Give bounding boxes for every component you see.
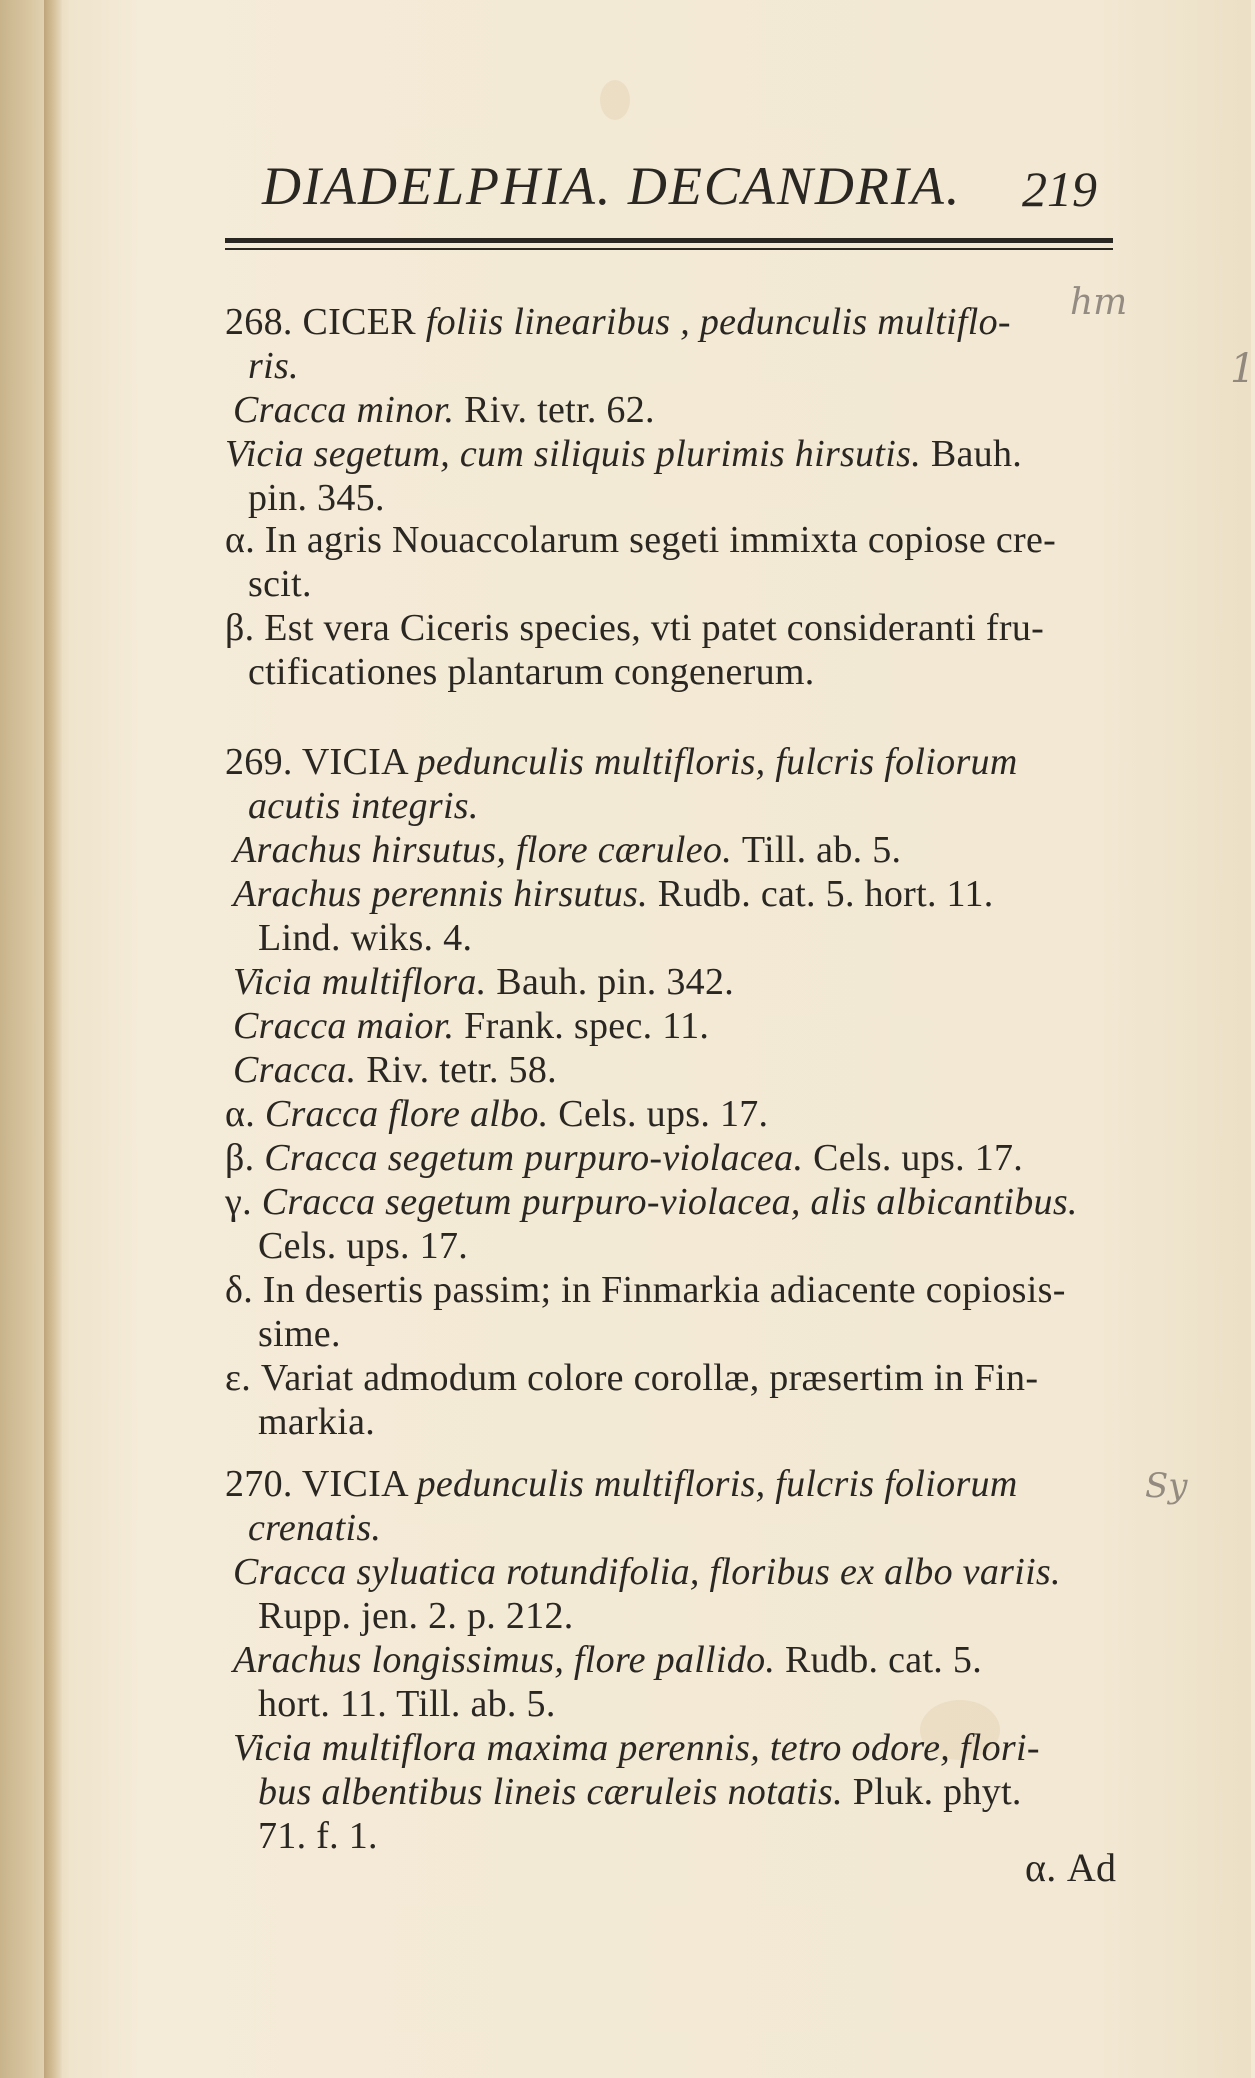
italic-text: Vicia multiflora maxima perennis, tetro odore, flori-: [233, 1727, 1040, 1769]
entry-270-line: [258, 1770, 1022, 1814]
roman-text: Lind. wiks. 4.: [258, 917, 473, 959]
page-number: 219: [1022, 161, 1097, 217]
entry-269-line: [233, 1004, 709, 1048]
entry-269-line: [225, 1180, 1078, 1224]
entry-269-line: [233, 828, 901, 872]
italic-text: Cracca.: [233, 1049, 367, 1091]
italic-text: crenatis.: [248, 1507, 382, 1549]
roman-text: γ.: [225, 1181, 262, 1223]
paper-stain: [600, 80, 630, 120]
entry-268-line: [225, 300, 1011, 344]
roman-text: δ. In desertis passim; in Finmarkia adiacente copiosis-: [225, 1269, 1066, 1311]
entry-270-line: [225, 1462, 1018, 1506]
entry-269-line: [258, 916, 472, 960]
entry-268-line: [225, 606, 1044, 650]
entry-270-line: [233, 1638, 982, 1682]
entry-270-line: [248, 1506, 381, 1550]
roman-text: 71. f. 1.: [258, 1815, 378, 1857]
entry-268-line: [248, 344, 299, 388]
margin-note: hm: [1070, 282, 1128, 323]
roman-text: Rupp. jen. 2. p. 212.: [258, 1595, 574, 1637]
margin-note: Sy: [1145, 1466, 1188, 1506]
italic-text: Cracca segetum purpuro-violacea, alis albicantibus.: [261, 1181, 1078, 1223]
entry-269-line: [225, 1092, 768, 1136]
entry-269-line: [225, 740, 1018, 784]
roman-text: markia.: [258, 1401, 376, 1443]
roman-text: Cels. ups. 17.: [258, 1225, 469, 1267]
italic-text: acutis integris.: [248, 785, 479, 827]
italic-text: ris.: [248, 345, 299, 387]
italic-text: Cracca segetum purpuro-violacea.: [264, 1137, 814, 1179]
entry-269-line: [225, 1136, 1023, 1180]
italic-text: Arachus longissimus, flore pallido.: [233, 1639, 785, 1681]
running-title: DIADELPHIA. DECANDRIA.: [262, 156, 962, 216]
roman-text: Riv. tetr. 58.: [366, 1049, 557, 1091]
roman-text: α. In agris Nouaccolarum segeti immixta copiose cre-: [225, 519, 1057, 561]
italic-text: Arachus perennis hirsutus.: [233, 873, 658, 915]
book-spine: [44, 0, 62, 2078]
roman-text: pin. 345.: [248, 477, 385, 519]
entry-269-line: [233, 960, 734, 1004]
entry-270-line: [258, 1814, 378, 1858]
entry-270-line: [233, 1726, 1040, 1770]
italic-text: Cracca minor.: [233, 389, 465, 431]
italic-text: foliis linearibus , pedunculis multiflo-: [425, 301, 1011, 343]
italic-text: Vicia multiflora.: [233, 961, 497, 1003]
roman-text: β. Est vera Ciceris species, vti patet consideranti fru-: [225, 607, 1045, 649]
roman-text: Riv. tetr. 62.: [464, 389, 655, 431]
entry-269-line: [258, 1312, 341, 1356]
roman-text: 270. VICIA: [225, 1463, 417, 1505]
roman-text: α.: [225, 1093, 265, 1135]
roman-text: ctificationes plantarum congenerum.: [248, 651, 815, 693]
entry-269-line: [233, 1048, 557, 1092]
entry-269-line: [225, 1268, 1066, 1312]
italic-text: pedunculis multifloris, fulcris foliorum: [416, 741, 1018, 783]
entry-269-line: [258, 1224, 468, 1268]
italic-text: Cracca maior.: [233, 1005, 465, 1047]
roman-text: Bauh. pin. 342.: [496, 961, 735, 1003]
roman-text: Cels. ups. 17.: [813, 1137, 1024, 1179]
entry-268-line: [248, 562, 312, 606]
roman-text: ε. Variat admodum colore corollæ, præsertim in Fin-: [225, 1357, 1039, 1399]
roman-text: Frank. spec. 11.: [464, 1005, 710, 1047]
roman-text: scit.: [248, 563, 312, 605]
roman-text: Cels. ups. 17.: [558, 1093, 769, 1135]
entry-268-line: [225, 432, 1022, 476]
entry-270-line: [233, 1550, 1061, 1594]
italic-text: bus albentibus lineis cæruleis notatis.: [258, 1771, 853, 1813]
roman-text: sime.: [258, 1313, 341, 1355]
roman-text: Rudb. cat. 5.: [784, 1639, 983, 1681]
entry-269-line: [258, 1400, 375, 1444]
roman-text: Pluk. phyt.: [852, 1771, 1022, 1813]
roman-text: 269. VICIA: [225, 741, 417, 783]
italic-text: Cracca flore albo.: [264, 1093, 559, 1135]
margin-note: 1: [1230, 346, 1255, 392]
roman-text: Bauh.: [930, 433, 1023, 475]
entry-268-line: [233, 388, 655, 432]
italic-text: Arachus hirsutus, flore cæruleo.: [233, 829, 742, 871]
roman-text: Rudb. cat. 5. hort. 11.: [657, 873, 994, 915]
italic-text: Vicia segetum, cum siliquis plurimis hirsutis.: [225, 433, 931, 475]
entry-268-line: [225, 518, 1056, 562]
roman-text: hort. 11. Till. ab. 5.: [258, 1683, 556, 1725]
entry-270-line: [258, 1682, 556, 1726]
entry-269-line: [248, 784, 479, 828]
entry-268-line: [248, 476, 385, 520]
entry-269-line: [225, 1356, 1038, 1400]
header-rule-thin: [225, 248, 1113, 250]
roman-text: 268. CICER: [225, 301, 426, 343]
italic-text: Cracca syluatica rotundifolia, floribus ex albo variis.: [233, 1551, 1061, 1593]
header-rule: [225, 238, 1113, 243]
roman-text: Till. ab. 5.: [741, 829, 902, 871]
entry-270-line: [258, 1594, 574, 1638]
roman-text: β.: [225, 1137, 265, 1179]
entry-269-line: [233, 872, 994, 916]
italic-text: pedunculis multifloris, fulcris foliorum: [416, 1463, 1018, 1505]
entry-268-line: [248, 650, 815, 694]
catchword: α. Ad: [1025, 1845, 1117, 1890]
